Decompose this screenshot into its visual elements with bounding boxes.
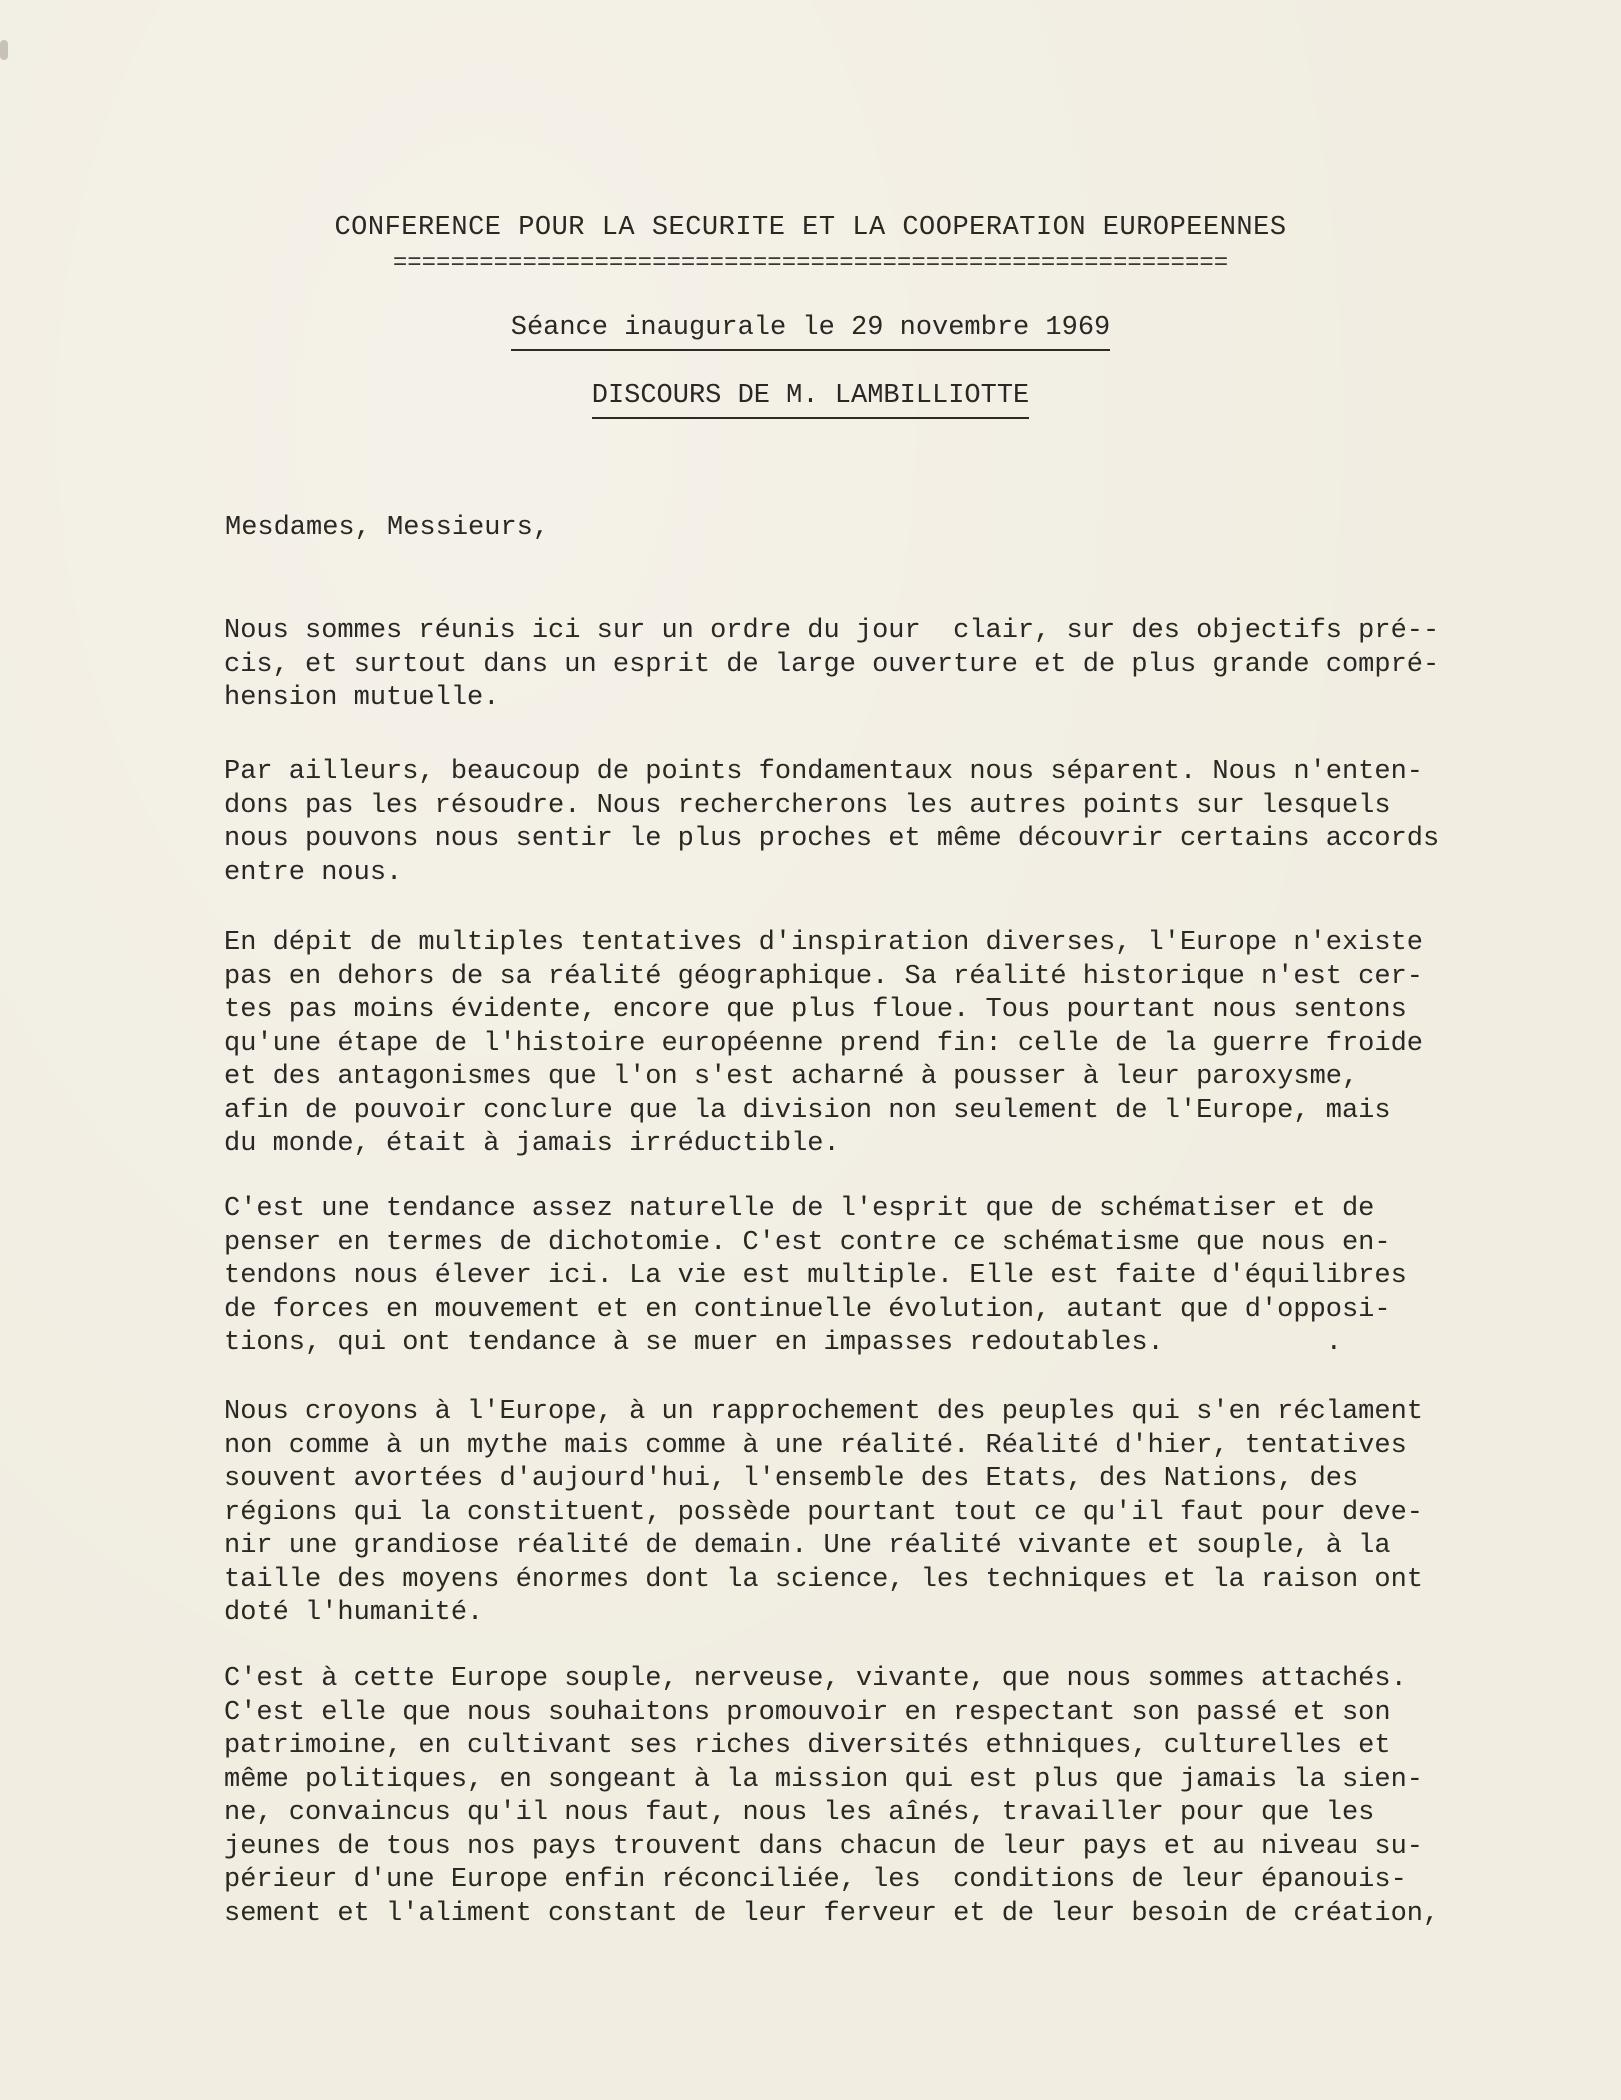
text-line: cis, et surtout dans un esprit de large ouverture et de plus grande compré- (224, 649, 1440, 680)
text-line: périeur d'une Europe enfin réconciliée, les conditions de leur épanouis- (224, 1865, 1407, 1895)
text-line: hension mutuelle. (224, 683, 500, 713)
text-line: tendons nous élever ici. La vie est multiple. Elle est faite d'équilibres (224, 1261, 1407, 1291)
text-line: nir une grandiose réalité de demain. Une réalité vivante et souple, à la (224, 1531, 1391, 1561)
paragraph (224, 1663, 1544, 1931)
text-line: sement et l'aliment constant de leur ferveur et de leur besoin de création, (224, 1898, 1440, 1929)
text-line: souvent avortées d'aujourd'hui, l'ensemble des Etats, des Nations, des (224, 1464, 1359, 1494)
paragraph (224, 1396, 1544, 1631)
text-line: afin de pouvoir conclure que la division non seulement de l'Europe, mais (224, 1095, 1391, 1126)
text-line: patrimoine, en cultivant ses riches diversités ethniques, culturelles et (224, 1731, 1391, 1761)
text-line: non comme à un mythe mais comme à une réalité. Réalité d'hier, tentatives (224, 1430, 1407, 1461)
speech-heading: DISCOURS DE M. LAMBILLIOTTE (592, 381, 1029, 419)
text-line: C'est elle que nous souhaitons promouvoir en respectant son passé et son (224, 1697, 1391, 1728)
text-line: ne, convaincus qu'il nous faut, nous les aînés, travailler pour que les (224, 1798, 1375, 1828)
paragraph (224, 1193, 1544, 1361)
speech-heading-wrap (0, 381, 1621, 419)
paragraph (224, 927, 1544, 1162)
page-edge-mark (0, 40, 8, 60)
text-line: et des antagonismes que l'on s'est acharné à pousser à leur paroxysme, (224, 1062, 1359, 1092)
text-line: entre nous. (224, 857, 403, 888)
text-line: dons pas les résoudre. Nous rechercherons les autres points sur lesquels (224, 790, 1391, 821)
text-line: nous pouvons nous sentir le plus proches et même découvrir certains accords (224, 824, 1440, 854)
session-heading: Séance inaugurale le 29 novembre 1969 (511, 313, 1111, 351)
conference-title: CONFERENCE POUR LA SECURITE ET LA COOPERATION EUROPEENNES (334, 213, 1287, 243)
text-line: C'est une tendance assez naturelle de l'esprit que de schématiser et de (224, 1194, 1375, 1224)
text-line: Nous croyons à l'Europe, à un rapprochement des peuples qui s'en réclament (224, 1397, 1423, 1427)
text-line: Nous sommes réunis ici sur un ordre du jour clair, sur des objectifs pré-- (224, 616, 1440, 646)
text-line: régions qui la constituent, possède pourtant tout ce qu'il faut pour deve- (224, 1497, 1423, 1528)
session-heading-wrap (0, 313, 1621, 351)
text-line: taille des moyens énormes dont la science, les techniques et la raison ont (224, 1564, 1423, 1595)
paragraph (224, 756, 1544, 890)
text-line: pas en dehors de sa réalité géographique. Sa réalité historique n'est cer- (224, 961, 1423, 992)
text-line: de forces en mouvement et en continuelle évolution, autant que d'opposi- (224, 1294, 1391, 1325)
text-line: jeunes de tous nos pays trouvent dans chacun de leur pays et au niveau su- (224, 1831, 1423, 1862)
paragraph (224, 615, 1544, 716)
text-line: du monde, était à jamais irréductible. (224, 1129, 840, 1159)
salutation: Mesdames, Messieurs, (225, 513, 550, 543)
text-line: tions, qui ont tendance à se muer en impasses redoutables. . (224, 1328, 1342, 1358)
text-line: même politiques, en songeant à la mission qui est plus que jamais la sien- (224, 1764, 1423, 1795)
text-line: Par ailleurs, beaucoup de points fondamentaux nous séparent. Nous n'enten- (224, 757, 1423, 787)
text-line: doté l'humanité. (224, 1598, 484, 1628)
text-line: C'est à cette Europe souple, nerveuse, vivante, que nous sommes attachés. (224, 1664, 1407, 1694)
text-line: penser en termes de dichotomie. C'est contre ce schématisme que nous en- (224, 1227, 1391, 1258)
title-double-rule: ========================================================== (392, 250, 1229, 277)
text-line: tes pas moins évidente, encore que plus floue. Tous pourtant nous sentons (224, 995, 1407, 1025)
text-line: En dépit de multiples tentatives d'inspiration diverses, l'Europe n'existe (224, 928, 1423, 958)
text-line: qu'une étape de l'histoire européenne prend fin: celle de la guerre froide (224, 1028, 1423, 1059)
